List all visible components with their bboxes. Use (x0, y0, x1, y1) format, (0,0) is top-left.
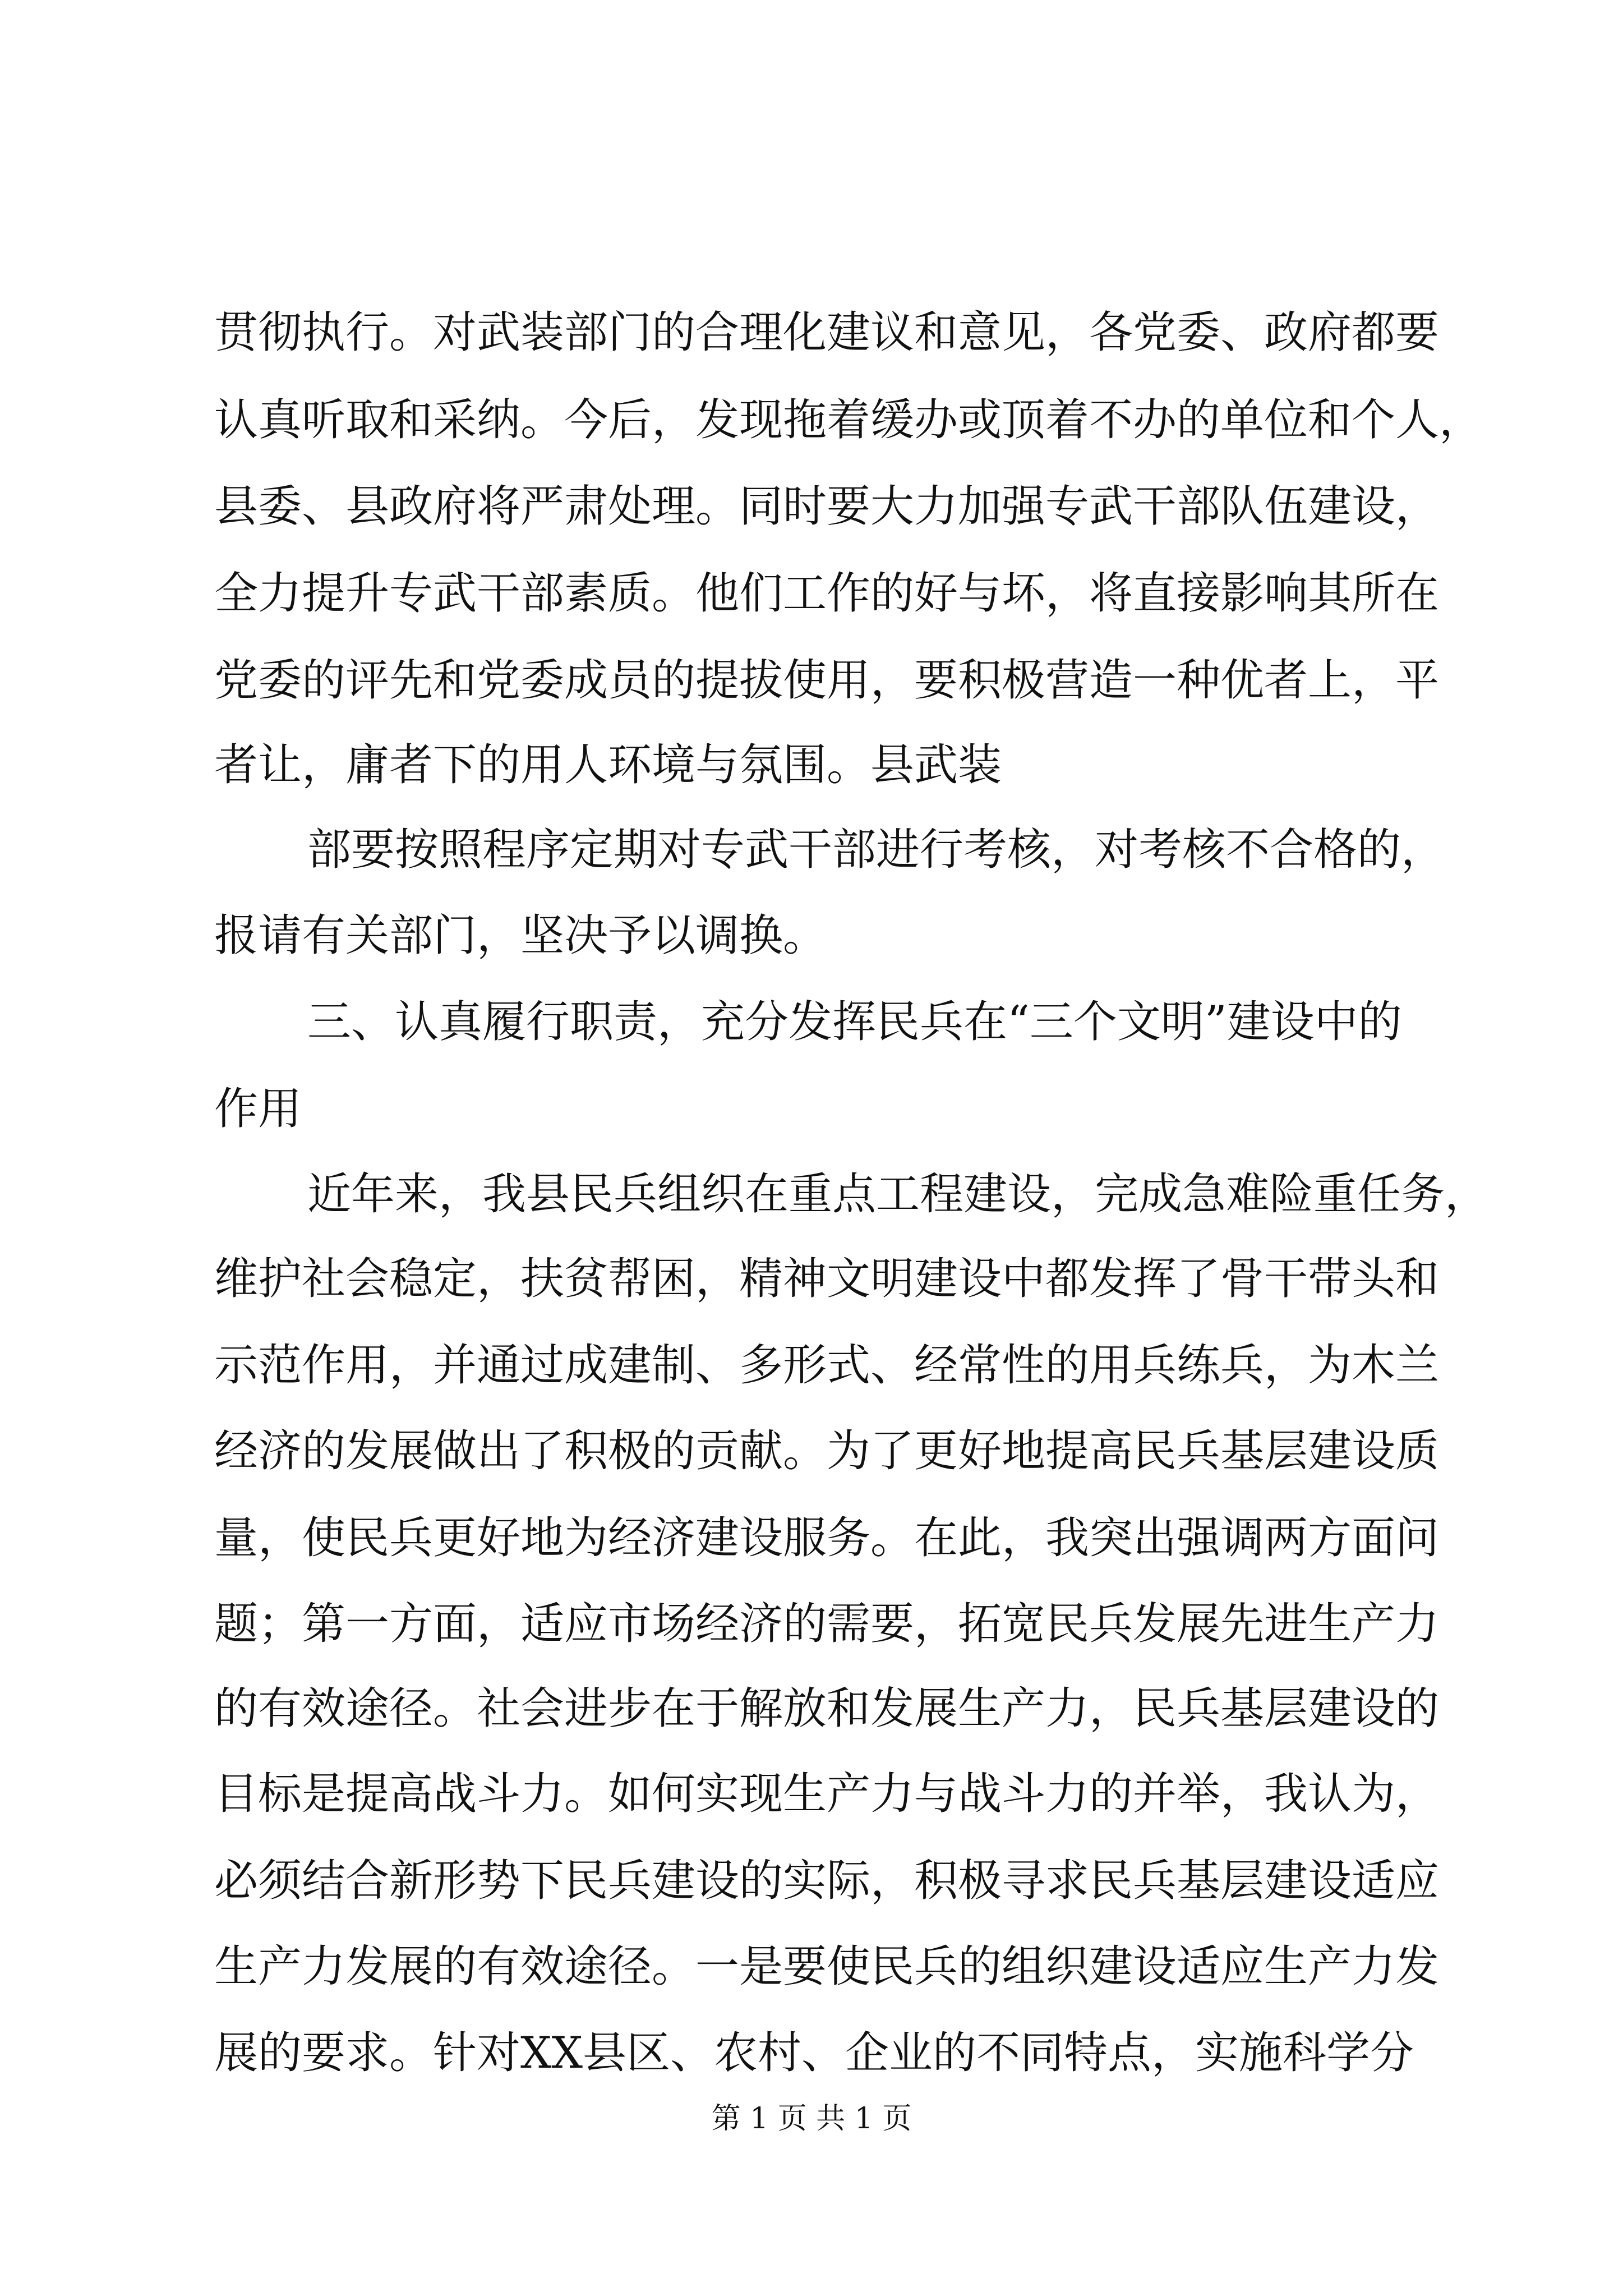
paragraph-line: 的有效途径。社会进步在于解放和发展生产力，民兵基层建设的 (214, 1683, 1440, 1734)
paragraph-line: 认真听取和采纳。今后，发现拖着缓办或顶着不办的单位和个人， (214, 395, 1483, 445)
paragraph-line: 量，使民兵更好地为经济建设服务。在此，我突出强调两方面问 (214, 1513, 1440, 1563)
section-heading-line: 三、认真履行职责，充分发挥民兵在“三个文明”建设中的 (307, 997, 1402, 1047)
paragraph-line: 全力提升专武干部素质。他们工作的好与坏，将直接影响其所在 (214, 568, 1440, 619)
paragraph-line: 贯彻执行。对武装部门的合理化建议和意见，各党委、政府都要 (214, 307, 1440, 358)
paragraph-line: 近年来，我县民兵组织在重点工程建设，完成急难险重任务， (307, 1169, 1489, 1220)
paragraph-line: 示范作用，并通过成建制、多形式、经常性的用兵练兵，为木兰 (214, 1340, 1440, 1391)
section-heading-line: 作用 (214, 1084, 302, 1134)
paragraph-line: 生产力发展的有效途径。一是要使民兵的组织建设适应生产力发 (214, 1941, 1440, 1992)
paragraph-line: 报请有关部门，坚决予以调换。 (214, 910, 827, 961)
paragraph-line: 维护社会稳定，扶贫帮困，精神文明建设中都发挥了骨干带头和 (214, 1254, 1440, 1304)
paragraph-line: 经济的发展做出了积极的贡献。为了更好地提高民兵基层建设质 (214, 1426, 1440, 1476)
paragraph-line: 县委、县政府将严肃处理。同时要大力加强专武干部队伍建设， (214, 481, 1440, 532)
paragraph-line: 目标是提高战斗力。如何实现生产力与战斗力的并举，我认为， (214, 1769, 1440, 1819)
paragraph-line: 展的要求。针对XX县区、农村、企业的不同特点，实施科学分 (214, 2028, 1414, 2078)
page-footer: 第 1 页 共 1 页 (711, 2102, 912, 2136)
paragraph-line: 党委的评先和党委成员的提拔使用，要积极营造一种优者上，平 (214, 655, 1440, 706)
paragraph-line: 题；第一方面，适应市场经济的需要，拓宽民兵发展先进生产力 (214, 1599, 1440, 1649)
paragraph-line: 者让，庸者下的用人环境与氛围。县武装 (214, 740, 1002, 790)
paragraph-line: 必须结合新形势下民兵建设的实际，积极寻求民兵基层建设适应 (214, 1856, 1440, 1906)
paragraph-line: 部要按照程序定期对专武干部进行考核，对考核不合格的， (307, 825, 1445, 875)
